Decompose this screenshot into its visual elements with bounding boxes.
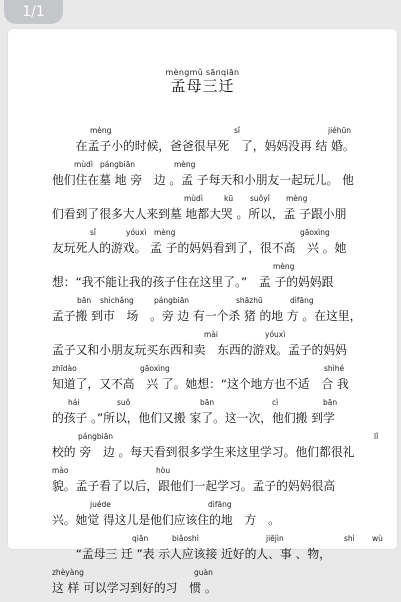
- text-line: [8, 466, 397, 500]
- pinyin-annotation: shì: [344, 534, 355, 543]
- pinyin-annotation: mèng: [174, 160, 196, 169]
- text-line: [8, 126, 397, 160]
- pinyin-annotation: mèng: [90, 126, 112, 135]
- text-line: [8, 398, 397, 432]
- text-line: [8, 330, 397, 364]
- line-text: 们看到了很多大人来到墓 地都大哭 。所以，孟 子跟小朋: [52, 207, 347, 221]
- pinyin-annotation: mèng: [154, 228, 176, 237]
- pinyin-annotation: yóuxì: [265, 330, 286, 339]
- pinyin-annotation: shìhé: [324, 364, 345, 373]
- title-block: [8, 68, 397, 96]
- pinyin-annotation: sǐ: [90, 228, 96, 237]
- line-text: 校的 旁 边 。每天看到很多学生来这里学习。他们都很礼: [52, 445, 355, 459]
- pinyin-annotation: bān: [77, 296, 92, 305]
- pinyin-annotation: mào: [52, 466, 69, 475]
- line-text: 的孩子 。”所以，他们又搬 家了。这一次，他们搬 到学: [52, 411, 335, 425]
- pinyin-annotation: gāoxìng: [300, 228, 330, 237]
- page-title: 孟母三迁: [170, 77, 235, 95]
- text-line: [8, 364, 397, 398]
- pinyin-annotation: mùdì: [74, 160, 93, 169]
- line-text: 友玩死人的游戏。 孟 子的妈妈看到了，很不高 兴 。她: [52, 241, 347, 255]
- text-line: [8, 432, 397, 466]
- pinyin-annotation: mài: [204, 330, 218, 339]
- line-text: 在孟子小的时候，爸爸很早死 了，妈妈没再 结 婚。: [64, 139, 355, 153]
- text-line: [8, 194, 397, 228]
- line-text: 孟子搬 到市 场 。旁 边 有一个杀 猪 的地 方 。在这里，: [52, 309, 362, 323]
- pinyin-annotation: suǒyǐ: [250, 194, 270, 203]
- pinyin-annotation: zhīdào: [52, 364, 77, 373]
- document-page: [8, 29, 397, 595]
- pinyin-annotation: pángbiān: [78, 432, 114, 441]
- line-text: 这 样 可以学习到好的习 惯 。: [52, 581, 217, 595]
- pinyin-annotation: bān: [200, 398, 215, 407]
- pinyin-annotation: suǒ: [117, 398, 131, 407]
- page-indicator: 1/1: [4, 0, 63, 24]
- pinyin-annotation: shāzhū: [236, 296, 263, 305]
- pinyin-annotation: kū: [224, 194, 234, 203]
- pinyin-annotation: jiējìn: [266, 534, 284, 543]
- pinyin-annotation: dìfāng: [208, 500, 232, 509]
- pinyin-annotation: mùdì: [184, 194, 203, 203]
- text-line: [8, 160, 397, 194]
- title-pinyin: mèngmǔ sānqiān: [165, 68, 240, 77]
- pinyin-annotation: guàn: [194, 568, 213, 577]
- line-text: 孟子又和小朋友玩买东西和卖 东西的游戏。孟子的妈妈: [52, 343, 347, 357]
- pinyin-annotation: zhèyàng: [52, 568, 84, 577]
- pinyin-annotation: juéde: [90, 500, 111, 509]
- pinyin-annotation: cì: [272, 398, 279, 407]
- line-text: 他们住在墓 地 旁 边 。孟 子每天和小朋友一起玩儿。 他: [52, 173, 354, 187]
- pinyin-annotation: shìchǎng: [100, 296, 134, 305]
- pinyin-annotation: mèng: [286, 194, 308, 203]
- line-text: “孟母三 迁 ”表 示人应该接 近好的人、事 、物，: [64, 547, 331, 561]
- pinyin-annotation: bān: [323, 398, 338, 407]
- line-text: 貌。孟子看了以后，跟他们一起学习。孟子的妈妈很高: [52, 479, 336, 493]
- pinyin-annotation: mèng: [273, 262, 295, 271]
- pinyin-annotation: sǐ: [234, 126, 240, 135]
- pinyin-annotation: hái: [68, 398, 80, 407]
- line-text: 兴。她觉 得这儿是他们应该住的地 方 。: [52, 513, 280, 527]
- pinyin-annotation: hòu: [156, 466, 171, 475]
- pinyin-annotation: yóuxì: [126, 228, 147, 237]
- pinyin-annotation: qiān: [132, 534, 149, 543]
- pinyin-annotation: wù: [372, 534, 383, 543]
- pinyin-annotation: gāoxìng: [140, 364, 170, 373]
- text-line: [8, 228, 397, 262]
- text-line: [8, 296, 397, 330]
- text-line: [8, 262, 397, 296]
- line-text: 知道了，又不高 兴 了。她想：“这个地方也不适 合 我: [52, 377, 349, 391]
- text-line: [8, 534, 397, 568]
- text-line: [8, 568, 397, 602]
- pinyin-annotation: pángbiān: [100, 160, 136, 169]
- pinyin-annotation: lǐ: [374, 432, 379, 441]
- line-text: 想：“我不能让我的孩子住在这里了。” 孟 子的妈妈跟: [52, 275, 334, 289]
- pinyin-annotation: dìfāng: [290, 296, 314, 305]
- pinyin-annotation: jiéhūn: [328, 126, 352, 135]
- pinyin-annotation: biǎoshì: [172, 534, 199, 543]
- text-line: [8, 500, 397, 534]
- pinyin-annotation: pángbiān: [154, 296, 190, 305]
